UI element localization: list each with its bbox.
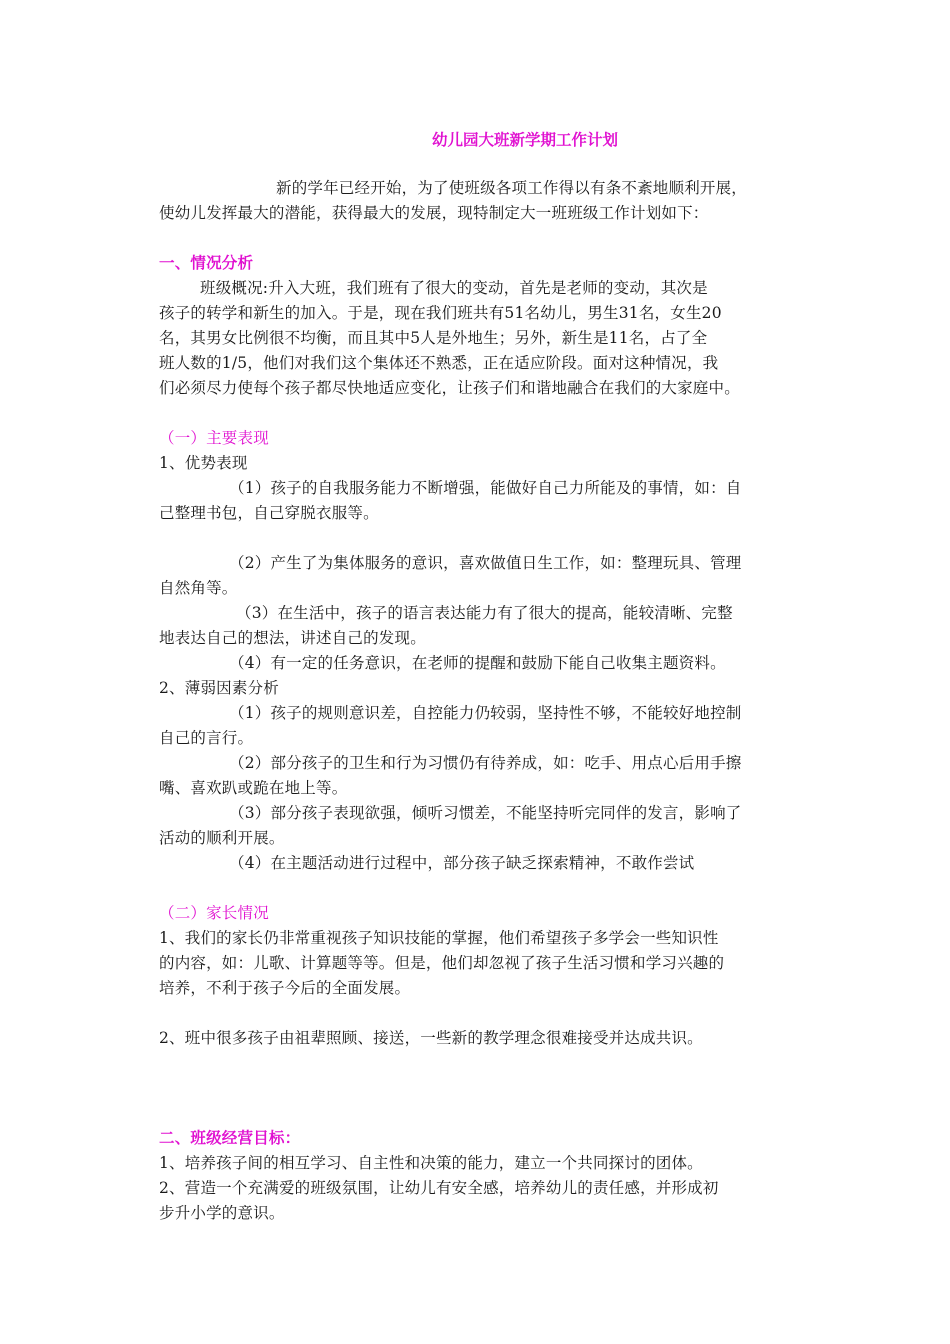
strength-item: 地表达自己的想法，讲述自己的发现。 <box>159 629 426 647</box>
strengths-heading: 1、优势表现 <box>159 454 248 472</box>
overview-line: 孩子的转学和新生的加入。于是，现在我们班共有51名幼儿，男生31名，女生20 <box>159 304 722 322</box>
weakness-item: 嘴、喜欢趴或跪在地上等。 <box>159 779 348 797</box>
subsection-heading-main: （一）主要表现 <box>159 429 269 447</box>
subsection-heading-parents: （二）家长情况 <box>159 904 269 922</box>
intro-line: 使幼儿发挥最大的潜能，获得最大的发展，现特制定大一班班级工作计划如下： <box>159 204 709 222</box>
strength-item: 己整理书包，自己穿脱衣服等。 <box>159 504 379 522</box>
page-title: 幼儿园大班新学期工作计划 <box>432 131 619 149</box>
goal-item: 步升小学的意识。 <box>159 1204 285 1222</box>
intro-line: 新的学年已经开始，为了使班级各项工作得以有条不紊地顺利开展， <box>276 179 748 197</box>
overview-line: 班级概况:升入大班，我们班有了很大的变动，首先是老师的变动，其次是 <box>200 279 708 297</box>
parent-item: 的内容，如：儿歌、计算题等等。但是，他们却忽视了孩子生活习惯和学习兴趣的 <box>159 954 725 972</box>
parent-item: 1、我们的家长仍非常重视孩子知识技能的掌握，他们希望孩子多学会一些知识性 <box>159 929 719 947</box>
weakness-item: 活动的顺利开展。 <box>159 829 285 847</box>
weakness-item: （1）孩子的规则意识差，自控能力仍较弱，坚持性不够，不能较好地控制 <box>229 704 742 722</box>
overview-line: 名，其男女比例很不均衡，而且其中5人是外地生；另外，新生是11名，占了全 <box>159 329 708 347</box>
strength-item: （1）孩子的自我服务能力不断增强，能做好自己力所能及的事情，如：自 <box>229 479 742 497</box>
strength-item: （3）在生活中，孩子的语言表达能力有了很大的提高，能较清晰、完整 <box>236 604 733 622</box>
strength-item: 自然角等。 <box>159 579 238 597</box>
weakness-item: （4）在主题活动进行过程中，部分孩子缺乏探索精神，不敢作尝试 <box>229 854 695 872</box>
goal-item: 2、营造一个充满爱的班级氛围，让幼儿有安全感，培养幼儿的责任感，并形成初 <box>159 1179 719 1197</box>
section1-heading: 一、情况分析 <box>159 254 254 272</box>
strength-item: （4）有一定的任务意识，在老师的提醒和鼓励下能自己收集主题资料。 <box>229 654 726 672</box>
weakness-item: （3）部分孩子表现欲强，倾听习惯差，不能坚持听完同伴的发言，影响了 <box>229 804 742 822</box>
weakness-item: （2）部分孩子的卫生和行为习惯仍有待养成，如：吃手、用点心后用手擦 <box>229 754 742 772</box>
overview-line: 班人数的1/5，他们对我们这个集体还不熟悉，正在适应阶段。面对这种情况，我 <box>159 354 719 372</box>
parent-item: 培养，不利于孩子今后的全面发展。 <box>159 979 411 997</box>
weakness-item: 自己的言行。 <box>159 729 254 747</box>
strength-item: （2）产生了为集体服务的意识，喜欢做值日生工作，如：整理玩具、管理 <box>229 554 742 572</box>
overview-line: 们必须尽力使每个孩子都尽快地适应变化，让孩子们和谐地融合在我们的大家庭中。 <box>159 379 740 397</box>
weakness-heading: 2、薄弱因素分析 <box>159 679 279 697</box>
goal-item: 1、培养孩子间的相互学习、自主性和决策的能力，建立一个共同探讨的团体。 <box>159 1154 703 1172</box>
parent-item: 2、班中很多孩子由祖辈照顾、接送，一些新的教学理念很难接受并达成共识。 <box>159 1029 703 1047</box>
section2-heading: 二、班级经营目标： <box>159 1129 301 1147</box>
